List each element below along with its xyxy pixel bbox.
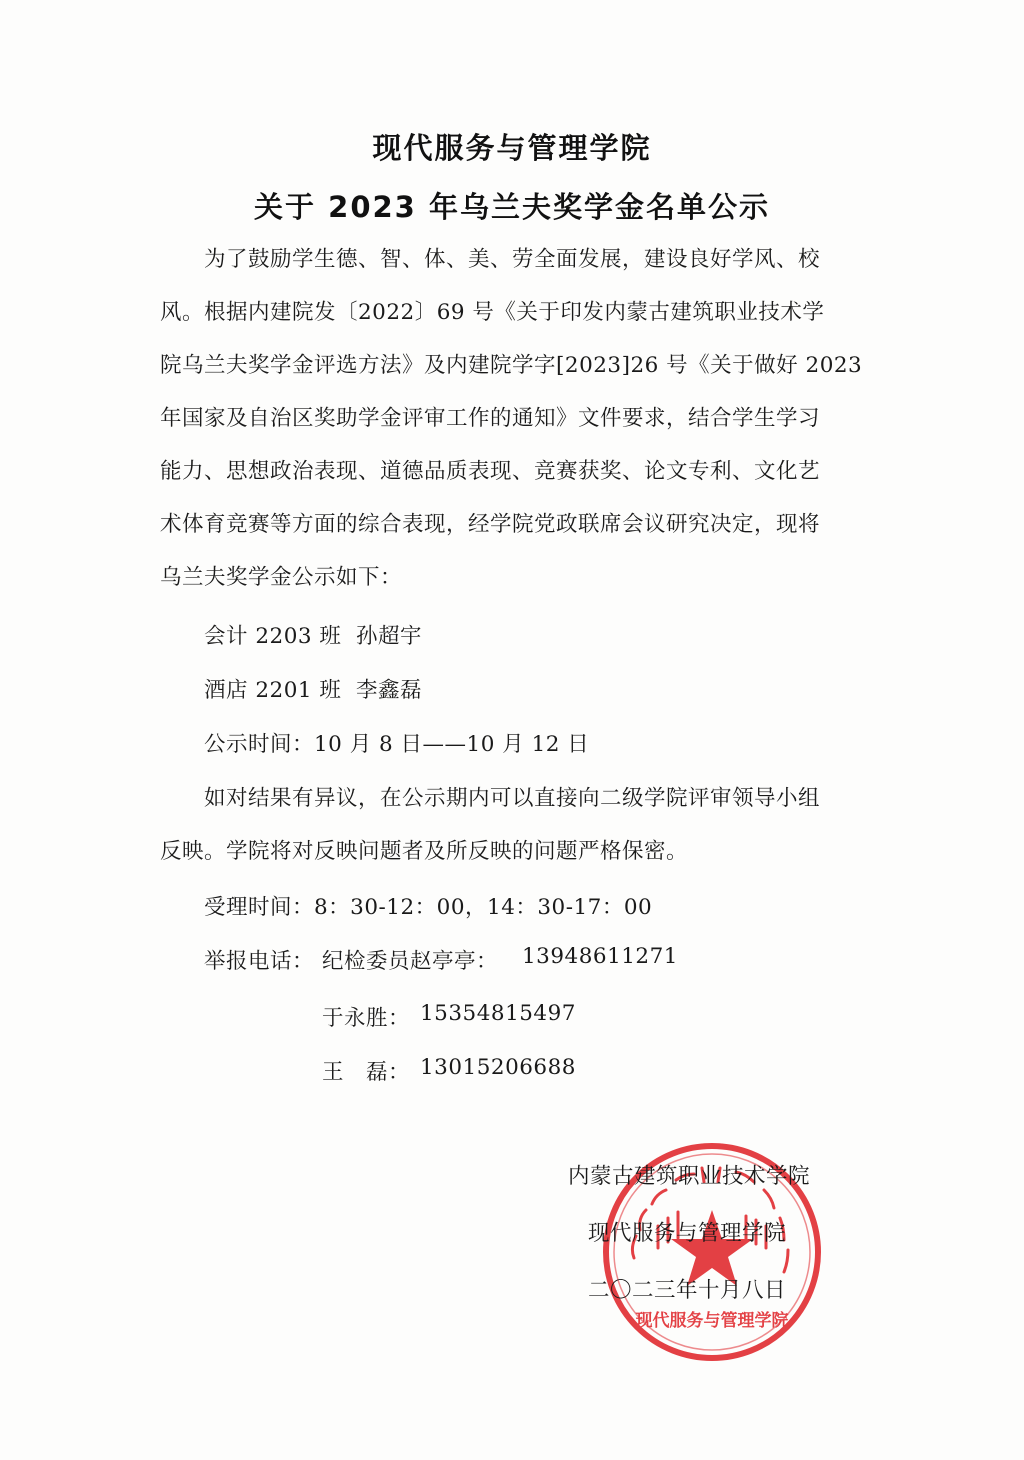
recipient-class: 酒店 2201 班 <box>204 678 342 703</box>
intro-line: 术体育竞赛等方面的综合表现，经学院党政联席会议研究决定，现将 <box>160 512 821 537</box>
recipient-name: 孙超宇 <box>356 624 423 649</box>
publicity-period: 公示时间：10 月 8 日——10 月 12 日 <box>204 732 590 757</box>
document-title-line2: 关于 2023 年乌兰夫奖学金名单公示 <box>254 190 770 224</box>
hotline-contact-phone: 15354815497 <box>420 1001 576 1026</box>
hotline-contact-phone: 13015206688 <box>420 1055 576 1080</box>
signature-org2: 现代服务与管理学院 <box>588 1221 787 1246</box>
signature-org1: 内蒙古建筑职业技术学院 <box>568 1164 811 1189</box>
document-title-line1: 现代服务与管理学院 <box>372 131 652 165</box>
signature-date: 二〇二三年十月八日 <box>588 1278 787 1303</box>
hotline-contact-name: 于永胜： <box>322 1006 411 1031</box>
intro-line: 乌兰夫奖学金公示如下： <box>160 565 403 590</box>
intro-line: 能力、思想政治表现、道德品质表现、竞赛获奖、论文专利、文化艺 <box>160 459 821 484</box>
intro-line: 为了鼓励学生德、智、体、美、劳全面发展，建设良好学风、校 <box>204 247 821 272</box>
recipient-class: 会计 2203 班 <box>204 624 342 649</box>
hotline-contact-name: 王 磊： <box>322 1060 411 1085</box>
hotline-contact-name: 纪检委员赵亭亭： <box>322 949 499 974</box>
hotline-label: 举报电话： <box>204 949 315 974</box>
objection-line: 反映。学院将对反映问题者及所反映的问题严格保密。 <box>160 839 689 864</box>
objection-line: 如对结果有异议，在公示期内可以直接向二级学院评审领导小组 <box>204 786 821 811</box>
office-hours: 受理时间：8：30-12：00，14：30-17：00 <box>204 895 653 920</box>
seal-bottom-text: 现代服务与管理学院 <box>635 1311 789 1331</box>
intro-line: 年国家及自治区奖助学金评审工作的通知》文件要求，结合学生学习 <box>160 406 821 431</box>
hotline-contact-phone: 13948611271 <box>522 944 678 969</box>
recipient-name: 李鑫磊 <box>356 678 423 703</box>
intro-line: 院乌兰夫奖学金评选方法》及内建院学字[2023]26 号《关于做好 2023 <box>160 353 863 378</box>
intro-line: 风。根据内建院发〔2022〕69 号《关于印发内蒙古建筑职业技术学 <box>160 300 825 325</box>
